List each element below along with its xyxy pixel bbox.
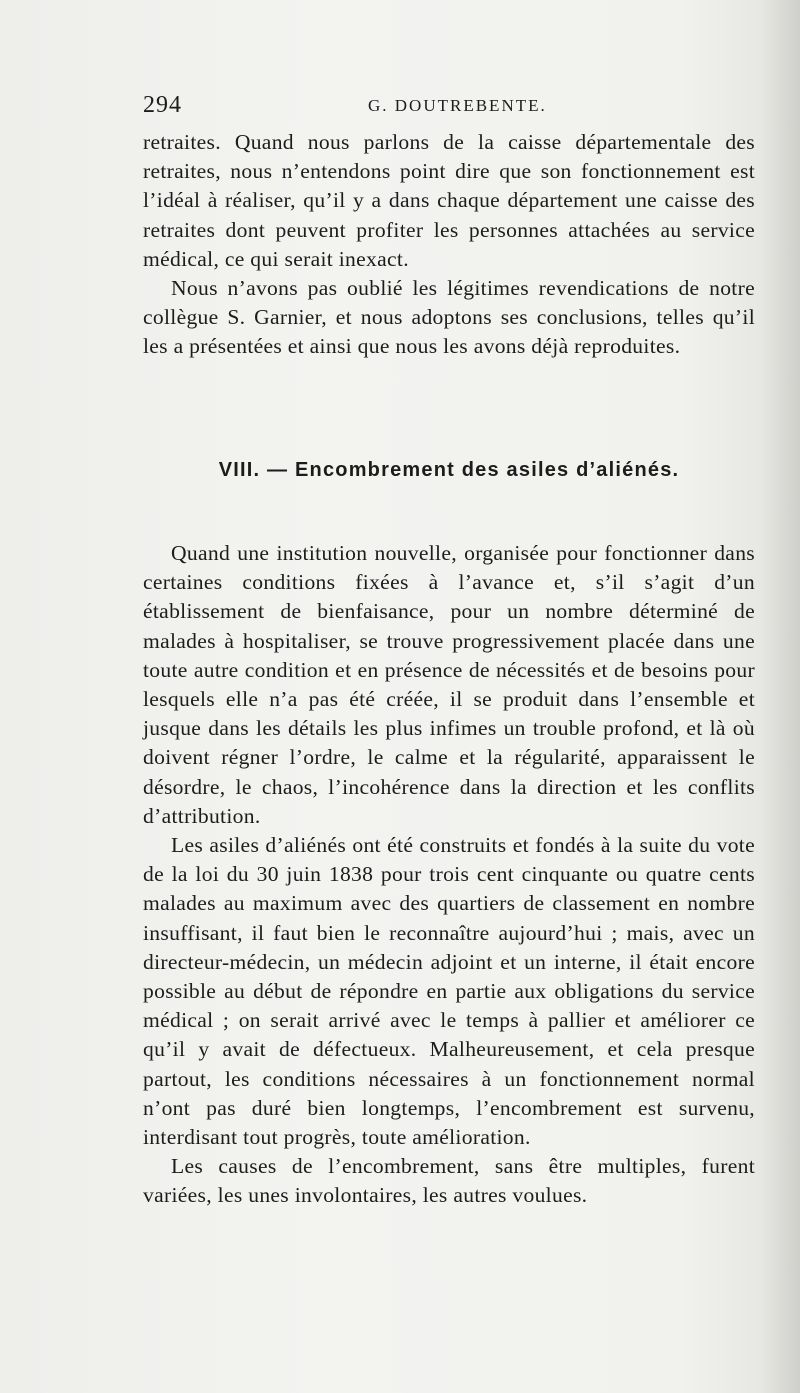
paragraph: Quand une institution nouvelle, organisée pour fonctionner dans certaines conditions fixées à l’avance et, s’il s’agit d’un établissement de bienfaisance, pour un nombre déterminé de malades à hospitaliser, se trouve progressivement placée dans une toute autre condition et en présence de nécessités et de besoins pour lesquels elle n’a pas été créée, il se produit dans l’ensemble et jusque dans les détails les plus infimes un trouble profond, et là où doivent régner l’ordre, le calme et la régularité, apparaissent le désordre, le chaos, l’incohérence dans la direction et les conflits d’attribution. [143, 541, 755, 828]
paragraph: Les causes de l’encombrement, sans être multiples, furent variées, les unes involontaires, les autres voulues. [143, 1154, 755, 1208]
running-header [143, 92, 753, 124]
paragraph: Nous n’avons pas oublié les légitimes revendications de notre collègue S. Garnier, et nous adoptons ses conclusions, telles qu’il les a présentées et ainsi que nous les avons déjà reproduites. [143, 276, 755, 359]
text-block-before [143, 128, 755, 362]
section-heading: VIII. — Encombrement des asiles d’aliénés. [218, 459, 680, 481]
header-author: G. DOUTREBENTE. [368, 96, 547, 115]
paragraph: Les asiles d’aliénés ont été construits et fondés à la suite du vote de la loi du 30 juin 1838 pour trois cent cinquante ou quatre cents malades au maximum avec des quartiers de classement en nombre insuffisant, il faut bien le reconnaître aujourd’hui ; mais, avec un directeur-médecin, un médecin adjoint et un interne, il était encore possible au début de répondre en partie aux obligations du service médical ; on serait arrivé avec le temps à pallier et améliorer ce qu’il y avait de défectueux. Malheureusement, et cela presque partout, les conditions nécessaires à un fonctionnement normal n’ont pas duré bien longtemps, l’encombrement est survenu, interdisant tout progrès, toute amélioration. [143, 833, 755, 1150]
page-number: 294 [143, 92, 182, 118]
page-edge-shadow [760, 0, 800, 1393]
text-block-after [143, 539, 755, 1211]
paragraph: retraites. Quand nous parlons de la caisse départementale des retraites, nous n’entendons point dire que son fonctionnement est l’idéal à réaliser, qu’il y a dans chaque département une caisse des retraites dont peuvent profiter les personnes attachées au service médical, ce qui serait inexact. [143, 130, 755, 271]
